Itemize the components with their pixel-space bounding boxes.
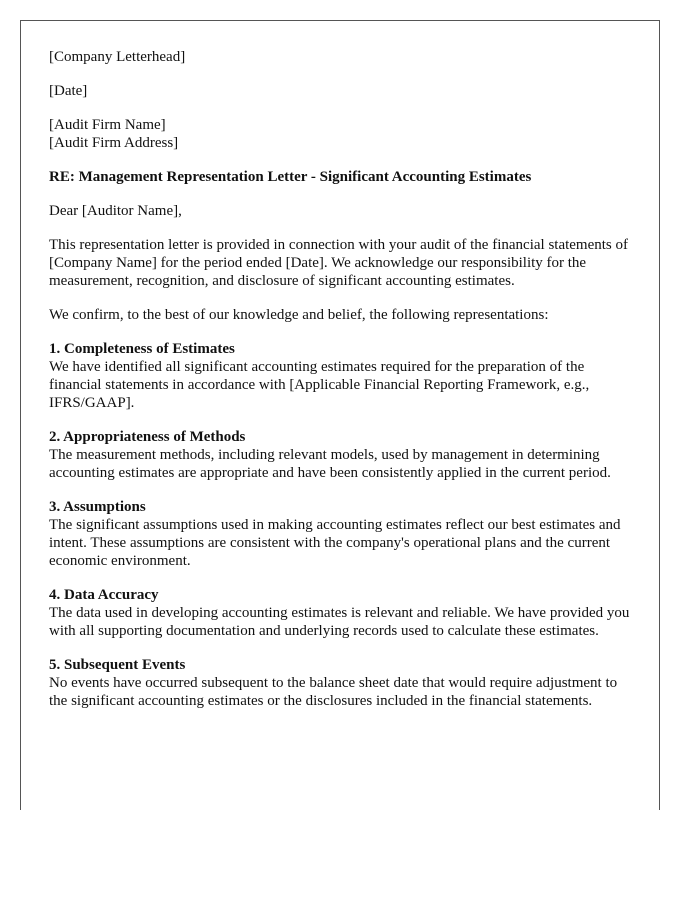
section-completeness xyxy=(49,340,639,412)
section-body: No events have occurred subsequent to the balance sheet date that would require adjustment to the significant accounting estimates or the disclosures included in the financial statements. xyxy=(49,675,618,709)
section-assumptions xyxy=(49,498,639,570)
section-body: We have identified all significant accounting estimates required for the preparation of the financial statements in accordance with [Applicable Financial Reporting Framework, e.g., IFRS/GAAP]. xyxy=(49,359,590,411)
section-title: 1. Completeness of Estimates xyxy=(49,341,235,357)
recipient-block xyxy=(49,116,639,152)
section-title: 4. Data Accuracy xyxy=(49,587,159,603)
intro-paragraph: This representation letter is provided in connection with your audit of the financial statements of [Company Name] for the period ended [Date]. We acknowledge our responsibility for the measurement, recognition, and disclosure of significant accounting estimates. xyxy=(49,237,629,289)
letter-page xyxy=(20,20,660,810)
section-body: The significant assumptions used in making accounting estimates reflect our best estimates and intent. These assumptions are consistent with the company's operational plans and the current economic environment. xyxy=(49,517,621,569)
company-letterhead: [Company Letterhead] xyxy=(49,49,186,65)
recipient-name: [Audit Firm Name] xyxy=(49,117,166,133)
section-subsequent-events xyxy=(49,656,639,710)
salutation: Dear [Auditor Name], xyxy=(49,203,182,219)
confirmation-paragraph: We confirm, to the best of our knowledge and belief, the following representations: xyxy=(49,307,549,323)
section-title: 5. Subsequent Events xyxy=(49,657,186,673)
section-body: The measurement methods, including relevant models, used by management in determining accounting estimates are appropriate and have been consistently applied in the current period. xyxy=(49,447,611,481)
section-title: 2. Appropriateness of Methods xyxy=(49,429,246,445)
recipient-address: [Audit Firm Address] xyxy=(49,135,179,151)
section-body: The data used in developing accounting estimates is relevant and reliable. We have provided you with all supporting documentation and underlying records used to calculate these estimates. xyxy=(49,605,630,639)
section-methods xyxy=(49,428,639,482)
subject-line: RE: Management Representation Letter - Significant Accounting Estimates xyxy=(49,169,532,185)
section-title: 3. Assumptions xyxy=(49,499,146,515)
letter-content xyxy=(49,48,639,726)
letter-date: [Date] xyxy=(49,83,88,99)
section-data-accuracy xyxy=(49,586,639,640)
